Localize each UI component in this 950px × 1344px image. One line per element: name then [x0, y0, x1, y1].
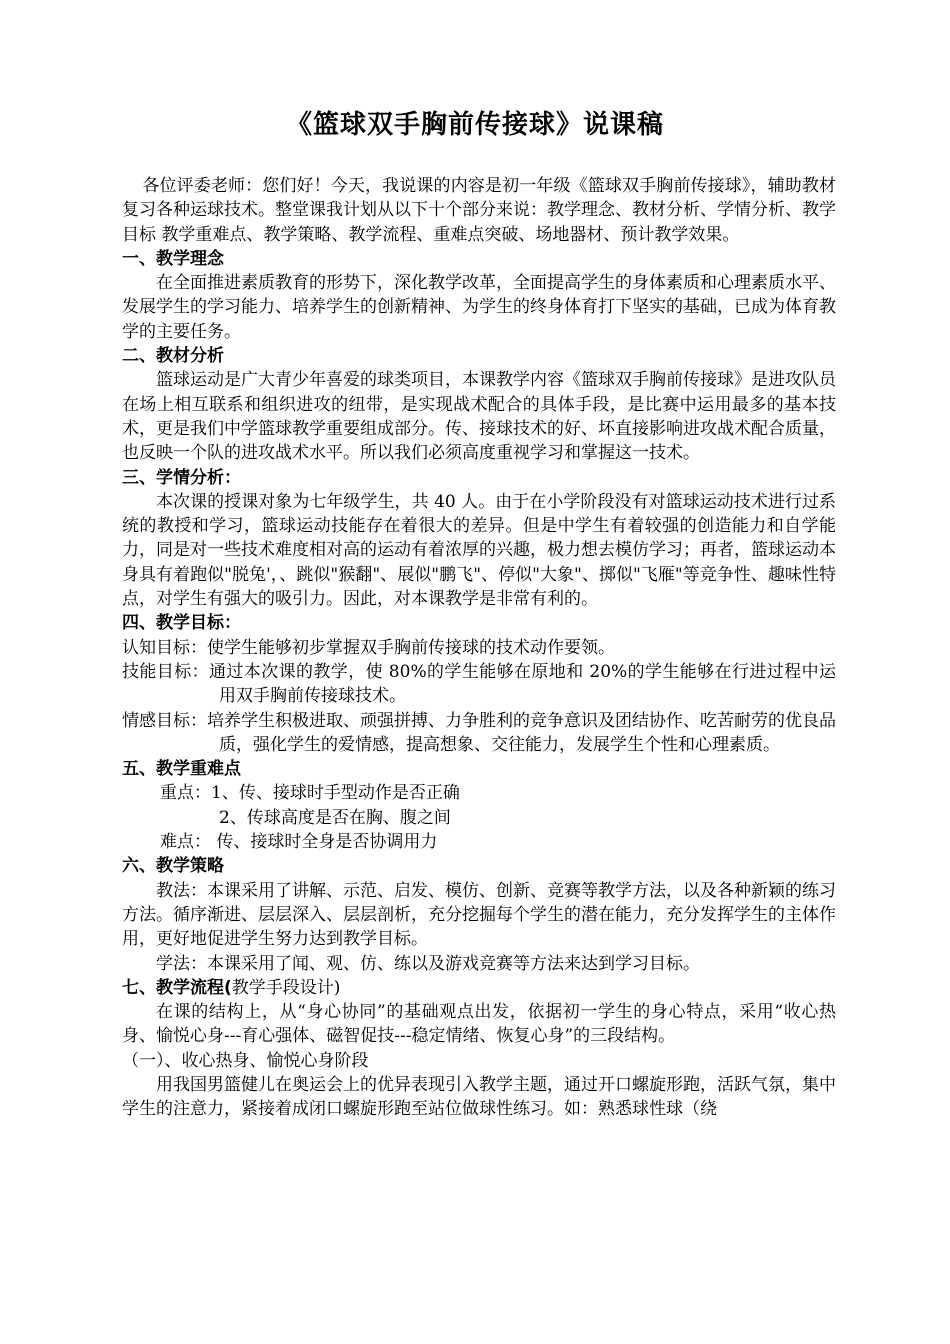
section-heading-4: 四、教学目标：	[122, 613, 241, 634]
goal-cognitive: 认知目标：使学生能够初步掌握双手胸前传接球的技术动作要领。	[122, 637, 615, 658]
goal-emotion: 情感目标：培养学生积极进取、顽强拼搏、力争胜利的竞争意识及团结协作、吃苦耐劳的优良品质，强化学生的爱情感，提高想象、交往能力，发展学生个性和心理素质。	[122, 710, 836, 755]
section-heading-7-note: 教学手段设计)	[231, 977, 341, 998]
key-point-1: 重点：1、传、接球时手型动作是否正确	[160, 783, 460, 804]
document-title: 《篮球双手胸前传接球》说课稿	[285, 110, 664, 140]
section-body-1: 在全面推进素质教育的形势下，深化教学改革，全面提高学生的身体素质和心理素质水平、发展学生的学习能力、培养学生的创新精神、为学生的终身体育打下坚实的基础，已成为体育教学的主要任务。	[122, 273, 836, 342]
goal-skill: 技能目标：通过本次课的教学，使 80%的学生能够在原地和 20%的学生能够在行进过程中运用双手胸前传接球技术。	[122, 661, 836, 707]
learning-method: 学法：本课采用了闻、观、仿、练以及游戏竞赛等方法来达到学习目标。	[156, 953, 700, 974]
section-heading-2: 二、教材分析	[122, 346, 224, 367]
section-body-3: 本次课的授课对象为七年级学生，共 40 人。由于在小学阶段没有对篮球运动技术进行过系统的教授和学习，篮球运动技能存在着很大的差异。但是中学生有着较强的创造能力和自学能力，同是对一些技术难度相对高的运动有着浓厚的兴趣，极力想去模仿学习；再者，篮球运动本身具有着跑似"脱兔'，、跳似"猴翻"、展似"鹏飞"、停似"大象"、掷似"飞雁"等竞争性、趣味性特点，对学生有强大的吸引力。因此，对本课教学是非常有利的。	[122, 491, 836, 610]
section-body-2: 篮球运动是广大青少年喜爱的球类项目，本课教学内容《篮球双手胸前传接球》是进攻队员在场上相互联系和组织进攻的纽带，是实现战术配合的具体手段，是比赛中运用最多的基本技术，更是我们中学篮球教学重要组成部分。传、接球技术的好、坏直接影响进攻战术配合质量，也反映一个队的进攻战术水平。所以我们必须高度重视学习和掌握这一技术。	[122, 370, 836, 464]
key-point-2: 2、传球高度是否在胸、腹之间	[219, 807, 451, 828]
teaching-method: 教法：本课采用了讲解、示范、启发、模仿、创新、竞赛等教学方法，以及各种新颖的练习方法。循序渐进、层层深入、层层剖析，充分挖掘每个学生的潜在能力，充分发挥学生的主体作用，更好地促进学生努力达到教学目标。	[122, 880, 836, 950]
section-heading-7-label: 七、教学流程(	[122, 977, 232, 998]
section-heading-5: 五、教学重难点	[122, 759, 241, 780]
intro-paragraph: 各位评委老师：您们好！今天，我说课的内容是初一年级《篮球双手胸前传接球》，辅助教材复习各种运球技术。整堂课我计划从以下十个部分来说：教学理念、教材分析、学情分析、教学目标 教学重难点、教学策略、教学流程、重难点突破、场地器材、预计教学效果。	[122, 176, 836, 245]
document-body	[122, 174, 836, 1122]
section-heading-1: 一、教学理念	[122, 248, 224, 269]
phase-body: 用我国男篮健儿在奥运会上的优异表现引入教学主题，通过开口螺旋形跑，活跃气氛，集中学生的注意力，紧接着成闭口螺旋形跑至站位做球性练习。如：熟悉球性球（绕	[122, 1074, 836, 1120]
phase-heading: （一）、收心热身、愉悦心身阶段	[122, 1050, 369, 1071]
section-heading-7	[122, 976, 836, 1000]
section-body-7: 在课的结构上，从“身心协同”的基础观点出发，依据初一学生的身心特点，采用“收心热身、愉悦心身---育心强体、磁智促技---稳定情绪、恢复心身”的三段结构。	[122, 1002, 836, 1047]
difficulty: 难点： 传、接球时全身是否协调用力	[160, 832, 438, 853]
section-heading-3: 三、学情分析：	[122, 467, 241, 488]
section-heading-6: 六、教学策略	[122, 856, 224, 877]
